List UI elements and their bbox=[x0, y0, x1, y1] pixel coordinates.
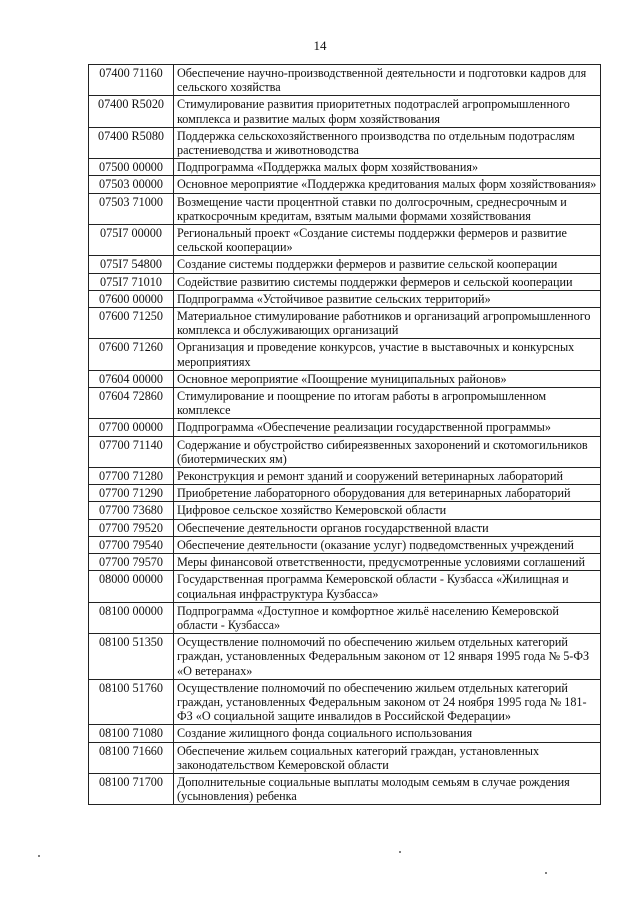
code-cell: 08100 71700 bbox=[89, 773, 174, 804]
code-cell: 075I7 54800 bbox=[89, 256, 174, 273]
table-row bbox=[89, 571, 601, 602]
code-cell: 08100 51760 bbox=[89, 679, 174, 725]
table-row bbox=[89, 290, 601, 307]
table-row bbox=[89, 634, 601, 680]
scan-speck bbox=[399, 851, 401, 853]
table-row bbox=[89, 436, 601, 467]
description-cell: Создание системы поддержки фермеров и развитие сельской кооперации bbox=[174, 256, 601, 273]
code-cell: 08100 51350 bbox=[89, 634, 174, 680]
description-cell: Обеспечение научно-производственной деятельности и подготовки кадров для сельского хозяйства bbox=[174, 65, 601, 96]
description-cell: Поддержка сельскохозяйственного производства по отдельным подотраслям растениеводства и животноводства bbox=[174, 127, 601, 158]
description-cell: Создание жилищного фонда социального использования bbox=[174, 725, 601, 742]
code-cell: 07700 73680 bbox=[89, 502, 174, 519]
code-cell: 07400 R5080 bbox=[89, 127, 174, 158]
table-row bbox=[89, 742, 601, 773]
table-row bbox=[89, 519, 601, 536]
code-cell: 07700 79540 bbox=[89, 536, 174, 553]
table-row bbox=[89, 419, 601, 436]
table-row bbox=[89, 176, 601, 193]
description-cell: Подпрограмма «Обеспечение реализации государственной программы» bbox=[174, 419, 601, 436]
table-row bbox=[89, 388, 601, 419]
code-cell: 08100 00000 bbox=[89, 602, 174, 633]
description-cell: Осуществление полномочий по обеспечению жильем отдельных категорий граждан, установленных Федеральным законом от 24 ноября 1995 года № 181-ФЗ «О социальной защите инвалидов в Российской Федерации» bbox=[174, 679, 601, 725]
description-cell: Реконструкция и ремонт зданий и сооружений ветеринарных лабораторий bbox=[174, 468, 601, 485]
page-number: 14 bbox=[313, 38, 327, 53]
scan-speck bbox=[545, 872, 547, 874]
table-row bbox=[89, 602, 601, 633]
table-row bbox=[89, 370, 601, 387]
budget-code-table bbox=[88, 64, 601, 805]
table-row bbox=[89, 308, 601, 339]
code-cell: 07600 00000 bbox=[89, 290, 174, 307]
code-cell: 07400 71160 bbox=[89, 65, 174, 96]
table-row bbox=[89, 256, 601, 273]
code-cell: 07500 00000 bbox=[89, 159, 174, 176]
table-row bbox=[89, 193, 601, 224]
description-cell: Подпрограмма «Доступное и комфортное жильё населению Кемеровской области - Кузбасса» bbox=[174, 602, 601, 633]
code-cell: 07700 71290 bbox=[89, 485, 174, 502]
code-cell: 08000 00000 bbox=[89, 571, 174, 602]
table-row bbox=[89, 65, 601, 96]
table-body bbox=[89, 65, 601, 805]
table-row bbox=[89, 502, 601, 519]
code-cell: 07600 71250 bbox=[89, 308, 174, 339]
code-cell: 07700 71280 bbox=[89, 468, 174, 485]
table-row bbox=[89, 554, 601, 571]
description-cell: Региональный проект «Создание системы поддержки фермеров и развитие сельской кооперации» bbox=[174, 225, 601, 256]
table-row bbox=[89, 96, 601, 127]
table-row bbox=[89, 339, 601, 370]
code-cell: 07700 79570 bbox=[89, 554, 174, 571]
code-cell: 07700 71140 bbox=[89, 436, 174, 467]
description-cell: Содействие развитию системы поддержки фермеров и сельской кооперации bbox=[174, 273, 601, 290]
description-cell: Организация и проведение конкурсов, участие в выставочных и конкурсных мероприятиях bbox=[174, 339, 601, 370]
table-row bbox=[89, 225, 601, 256]
description-cell: Обеспечение жильем социальных категорий граждан, установленных законодательством Кемеровской области bbox=[174, 742, 601, 773]
code-cell: 08100 71660 bbox=[89, 742, 174, 773]
code-cell: 075I7 71010 bbox=[89, 273, 174, 290]
description-cell: Меры финансовой ответственности, предусмотренные условиями соглашений bbox=[174, 554, 601, 571]
description-cell: Обеспечение деятельности органов государственной власти bbox=[174, 519, 601, 536]
description-cell: Подпрограмма «Поддержка малых форм хозяйствования» bbox=[174, 159, 601, 176]
table-row bbox=[89, 273, 601, 290]
table-row bbox=[89, 127, 601, 158]
description-cell: Обеспечение деятельности (оказание услуг) подведомственных учреждений bbox=[174, 536, 601, 553]
description-cell: Подпрограмма «Устойчивое развитие сельских территорий» bbox=[174, 290, 601, 307]
description-cell: Основное мероприятие «Поддержка кредитования малых форм хозяйствования» bbox=[174, 176, 601, 193]
description-cell: Стимулирование развития приоритетных подотраслей агропромышленного комплекса и развитие малых форм хозяйствования bbox=[174, 96, 601, 127]
description-cell: Материальное стимулирование работников и организаций агропромышленного комплекса и обслуживающих организаций bbox=[174, 308, 601, 339]
code-cell: 07700 00000 bbox=[89, 419, 174, 436]
table-row bbox=[89, 485, 601, 502]
code-cell: 07700 79520 bbox=[89, 519, 174, 536]
description-cell: Стимулирование и поощрение по итогам работы в агропромышленном комплексе bbox=[174, 388, 601, 419]
code-cell: 07503 00000 bbox=[89, 176, 174, 193]
code-cell: 07503 71000 bbox=[89, 193, 174, 224]
description-cell: Приобретение лабораторного оборудования для ветеринарных лабораторий bbox=[174, 485, 601, 502]
code-cell: 07400 R5020 bbox=[89, 96, 174, 127]
table-row bbox=[89, 468, 601, 485]
table-row bbox=[89, 725, 601, 742]
code-cell: 07600 71260 bbox=[89, 339, 174, 370]
table-row bbox=[89, 773, 601, 804]
description-cell: Основное мероприятие «Поощрение муниципальных районов» bbox=[174, 370, 601, 387]
description-cell: Осуществление полномочий по обеспечению жильем отдельных категорий граждан, установленных Федеральным законом от 12 января 1995 года № 5-ФЗ «О ветеранах» bbox=[174, 634, 601, 680]
description-cell: Возмещение части процентной ставки по долгосрочным, среднесрочным и краткосрочным кредитам, взятым малыми формами хозяйствования bbox=[174, 193, 601, 224]
table-row bbox=[89, 536, 601, 553]
scan-speck bbox=[38, 855, 40, 857]
table-row bbox=[89, 679, 601, 725]
code-cell: 07604 00000 bbox=[89, 370, 174, 387]
description-cell: Дополнительные социальные выплаты молодым семьям в случае рождения (усыновления) ребенка bbox=[174, 773, 601, 804]
code-cell: 07604 72860 bbox=[89, 388, 174, 419]
description-cell: Содержание и обустройство сибиреязвенных захоронений и скотомогильников (биотермических ям) bbox=[174, 436, 601, 467]
table-row bbox=[89, 159, 601, 176]
description-cell: Цифровое сельское хозяйство Кемеровской области bbox=[174, 502, 601, 519]
code-cell: 08100 71080 bbox=[89, 725, 174, 742]
code-cell: 075I7 00000 bbox=[89, 225, 174, 256]
description-cell: Государственная программа Кемеровской области - Кузбасса «Жилищная и социальная инфраструктура Кузбасса» bbox=[174, 571, 601, 602]
